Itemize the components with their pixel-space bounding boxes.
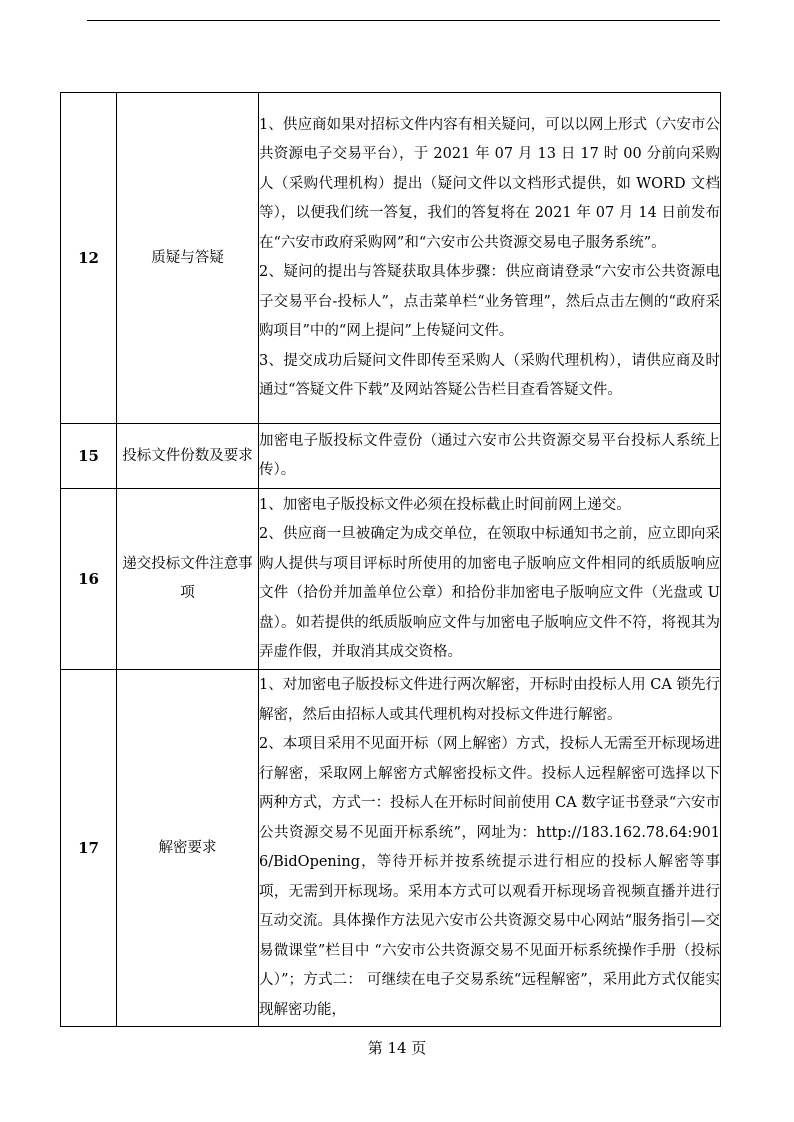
row-content [259,93,721,424]
row-item: 解密要求 [117,670,259,1027]
requirements-table [60,92,721,1027]
table-row [61,489,721,670]
row-item: 质疑与答疑 [117,93,259,424]
row-item: 递交投标文件注意事项 [117,489,259,670]
row-number: 12 [61,93,117,424]
row-number: 16 [61,489,117,670]
row-content [259,424,721,489]
table-row [61,670,721,1027]
content-paragraph: 2、疑问的提出与答疑获取具体步骤：供应商请登录“六安市公共资源电子交易平台-投标人”，点击菜单栏“业务管理”，然后点击左侧的“政府采购项目”中的“网上提问”上传疑问文件。 [259,264,720,339]
row-content [259,670,721,1027]
row-item: 投标文件份数及要求 [117,424,259,489]
row-content [259,489,721,670]
content-paragraph: 1、对加密电子版投标文件进行两次解密，开标时由投标人用 CA 锁先行解密，然后由招标人或其代理机构对投标文件进行解密。 [259,677,720,723]
content-paragraph: 2、本项目采用不见面开标（网上解密）方式，投标人无需至开标现场进行解密，采取网上解密方式解密投标文件。投标人远程解密可选择以下两种方式，方式一：投标人在开标时间前使用 CA 数字证书登录“六安市公共资源交易不见面开标系统”，网址为：http://183.162.78.64:9016/BidOpening，等待开标并按系统提示进行相应的投标人解密等事项，无需到开标现场。采用本方式可以观看开标现场音视频直播并进行互动交流。具体操作方法见六安市公共资源交易中心网站“服务指引—交易微课堂”栏目中 “六安市公共资源交易不见面开标系统操作手册（投标人）”；方式二： 可继续在电子交易系统“远程解密”，采用此方式仅能实现解密功能， [259,736,720,1018]
content-paragraph: 加密电子版投标文件壹份（通过六安市公共资源交易平台投标人系统上传）。 [259,432,720,478]
row-number: 15 [61,424,117,489]
page-number: 第 14 页 [367,1039,427,1057]
content-paragraph: 2、供应商一旦被确定为成交单位，在领取中标通知书之前，应立即向采购人提供与项目评标时所使用的加密电子版响应文件相同的纸质版响应文件（拾份并加盖单位公章）和拾份非加密电子版响应文件（光盘或 U 盘）。如若提供的纸质版响应文件与加密电子版响应文件不符，将视其为弄虚作假，并取消其成交资格。 [259,526,720,660]
table-row [61,424,721,489]
content-paragraph: 3、提交成功后疑问文件即传至采购人（采购代理机构），请供应商及时通过“答疑文件下载”及网站答疑公告栏目查看答疑文件。 [259,352,720,398]
table-row [61,93,721,424]
row-number: 17 [61,670,117,1027]
content-paragraph: 1、加密电子版投标文件必须在投标截止时间前网上递交。 [259,496,631,513]
content-paragraph: 1、供应商如果对招标文件内容有相关疑问，可以以网上形式（六安市公共资源电子交易平台），于 2021 年 07 月 13 日 17 时 00 分前向采购人（采购代理机构）提出（疑问文件以文档形式提供，如 WORD 文档等），以便我们统一答复，我们的答复将在 2021 年 07 月 14 日前发布在“六安市政府采购网”和“六安市公共资源交易电子服务系统”。 [259,116,720,251]
header-rule [87,20,720,21]
